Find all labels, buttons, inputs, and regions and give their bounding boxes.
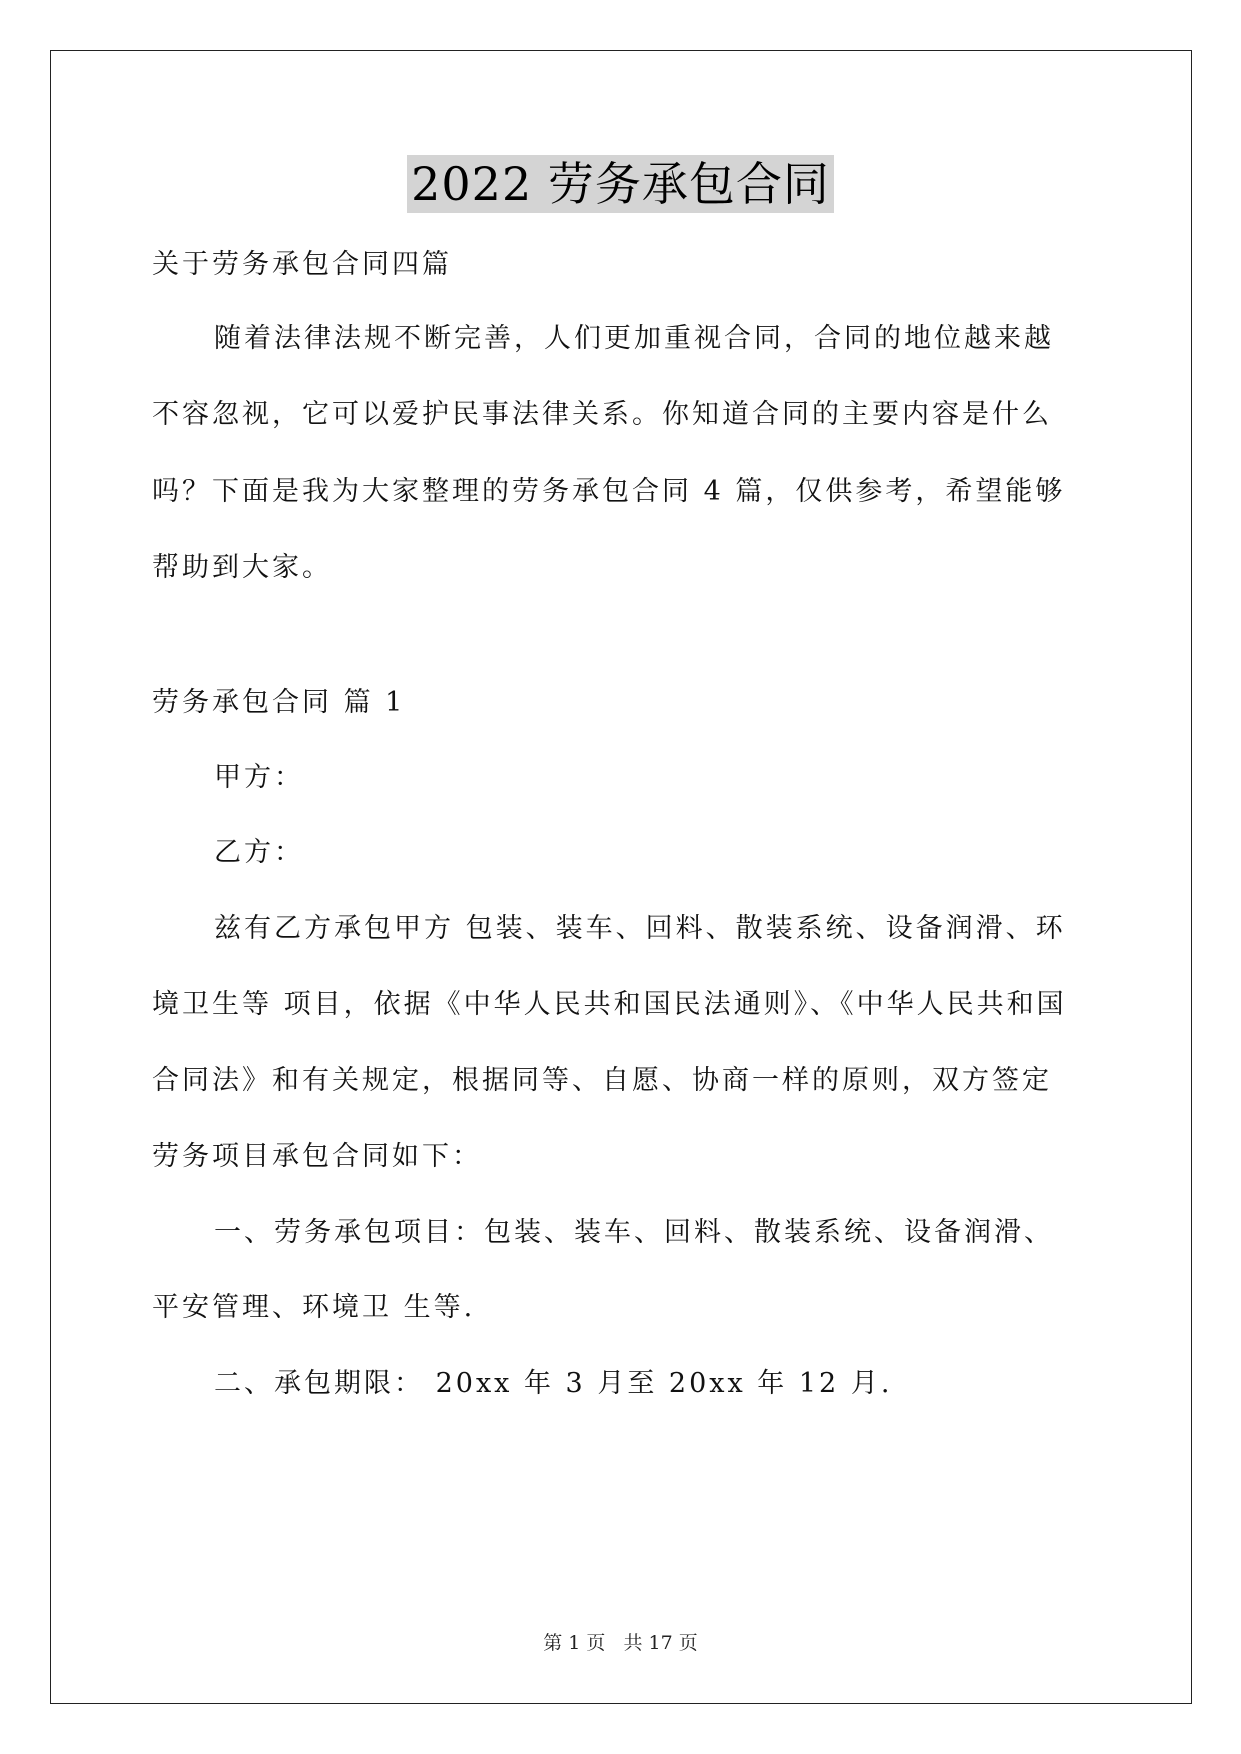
page-total: 共 17 页 (623, 1632, 698, 1654)
party-b-label: 乙方： (214, 837, 304, 868)
party-a-label: 甲方： (214, 762, 304, 793)
intro-line: 随着法律法规不断完善，人们更加重视合同，合同的地位越来越 (214, 323, 1054, 354)
page-border (50, 50, 1192, 1704)
item1-line: 一、劳务承包项目：包装、装车、回料、散装系统、设备润滑、 (214, 1217, 1054, 1248)
section-heading: 劳务承包合同 篇 1 (152, 687, 406, 718)
item1-line: 平安管理、环境卫 生等. (152, 1292, 476, 1323)
clause-line: 兹有乙方承包甲方 包装、装车、回料、散装系统、设备润滑、环 (214, 913, 1066, 944)
intro-line: 不容忽视，它可以爱护民事法律关系。你知道合同的主要内容是什么 (152, 399, 1052, 430)
clause-line: 劳务项目承包合同如下： (152, 1141, 482, 1172)
clause-line: 境卫生等 项目，依据《中华人民共和国民法通则》、《中华人民共和国 (152, 989, 1067, 1020)
clause-line: 合同法》和有关规定，根据同等、自愿、协商一样的原则，双方签定 (152, 1065, 1052, 1096)
page-number: 第 1 页 (543, 1632, 606, 1654)
page-footer (0, 1628, 1241, 1655)
title-container (0, 155, 1241, 213)
intro-line: 帮助到大家。 (152, 552, 332, 583)
document-title: 2022 劳务承包合同 (407, 155, 834, 213)
item2-line: 二、承包期限： 20xx 年 3 月至 20xx 年 12 月. (214, 1368, 893, 1399)
intro-line: 吗？下面是我为大家整理的劳务承包合同 4 篇，仅供参考，希望能够 (152, 476, 1066, 507)
document-subtitle: 关于劳务承包合同四篇 (152, 249, 452, 280)
